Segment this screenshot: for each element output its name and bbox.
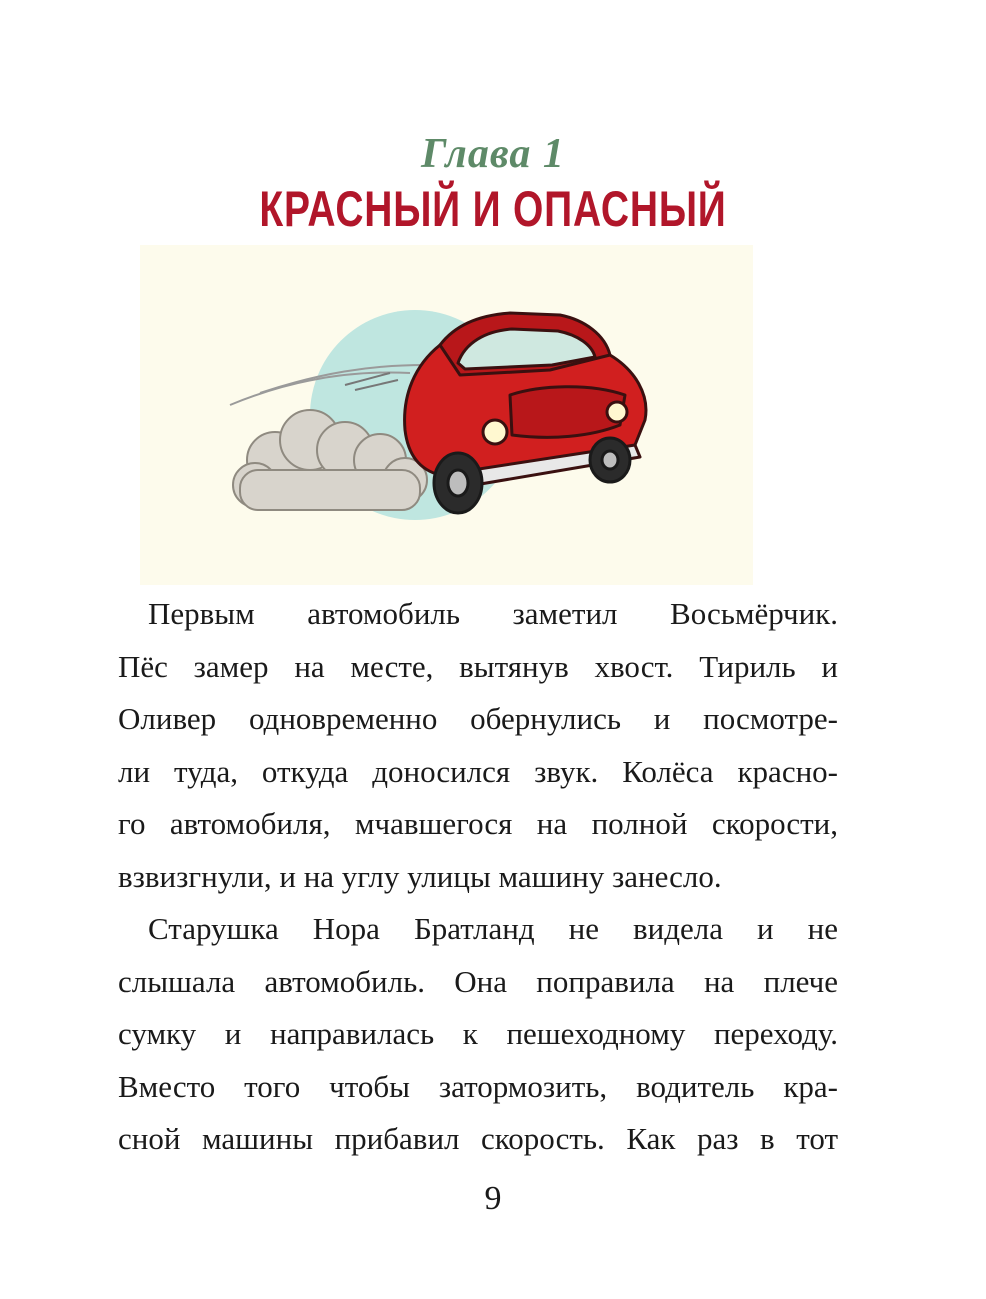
text-line: сумку и направилась к пешеходному переходу. <box>118 1016 838 1051</box>
text-line: Пёс замер на месте, вытянув хвост. Тириль и <box>118 648 838 684</box>
text-line: сной машины прибавил скорость. Как раз в тот <box>118 1121 838 1156</box>
text-line: слышала автомобиль. Она поправила на плече <box>118 963 838 999</box>
text-line: Оливер одновременно обернулись и посмотре- <box>118 701 838 736</box>
text-line: Первым автомобиль заметил Восьмёрчик. <box>148 596 838 631</box>
page-number: 9 <box>484 1180 502 1217</box>
car-icon <box>140 245 753 585</box>
paragraph-1 <box>118 588 838 903</box>
chapter-title: КРАСНЫЙ И ОПАСНЫЙ <box>259 181 727 237</box>
text-line: Вместо того чтобы затормозить, водитель кра- <box>118 1068 838 1104</box>
red-car-illustration <box>140 245 753 585</box>
body-text <box>118 588 838 1166</box>
text-line: ли туда, откуда доносился звук. Колёса красно- <box>118 753 838 789</box>
text-line: Старушка Нора Братланд не видела и не <box>148 911 838 946</box>
paragraph-2 <box>118 903 838 1166</box>
text-line: взвизгнули, и на углу улицы машину занесло. <box>118 858 722 894</box>
text-line: го автомобиля, мчавшегося на полной скорости, <box>118 806 838 841</box>
chapter-label: Глава 1 <box>421 131 565 177</box>
